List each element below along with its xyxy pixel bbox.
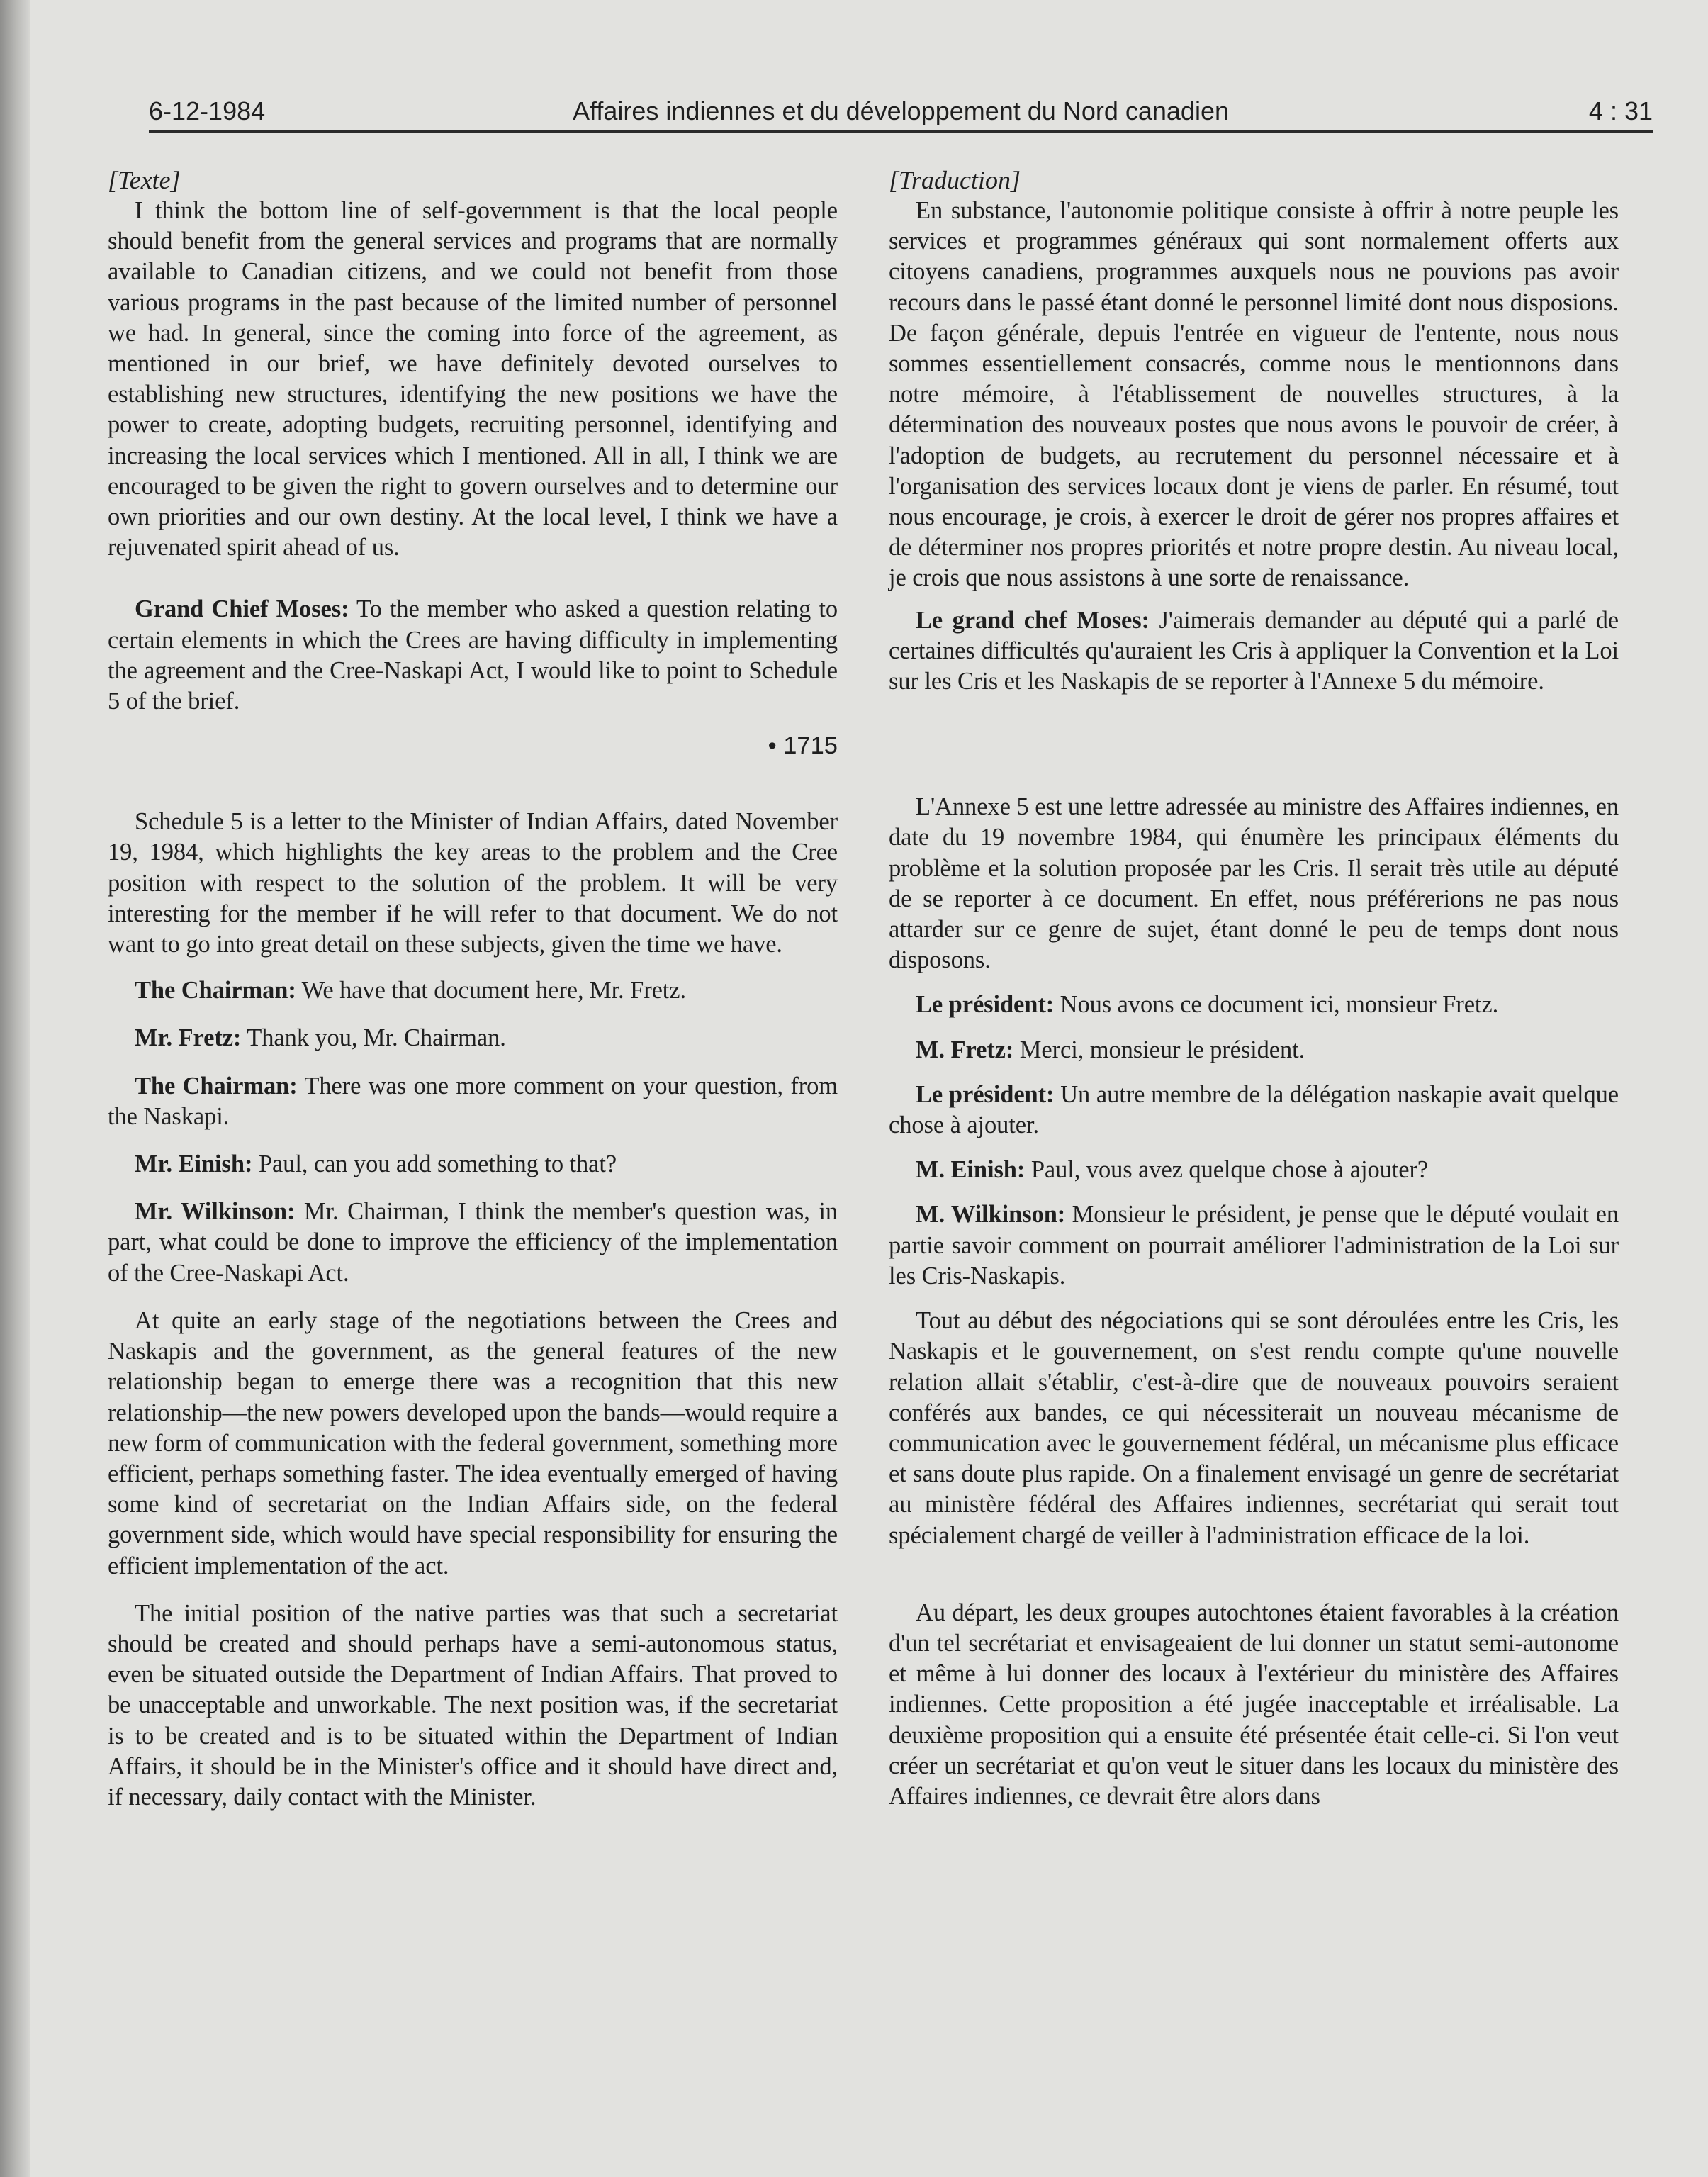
speech-president — [889, 990, 1619, 1020]
speaker-name: The Chairman: — [135, 1072, 298, 1099]
paragraph-au-depart: Au départ, les deux groupes autochtones étaient favorables à la création d'un tel secrétariat et envisageaient de lui donner un statut semi-autonome et même à lui donner des locaux à l'extérieur du ministère des Affaires indiennes. Cette proposition a été jugée inacceptable et irréalisable. La deuxième proposition qui a ensuite été présentée était celle-ci. Si l'on veut créer un secrétariat et qu'on veut le situer dans les locaux du ministère des Affaires indiennes, ce devrait être alors dans — [889, 1599, 1619, 1810]
speaker-name: Mr. Einish: — [135, 1151, 253, 1178]
speech-text: We have that document here, Mr. Fretz. — [296, 977, 687, 1004]
speaker-name: Le grand chef Moses: — [916, 606, 1150, 634]
speech-chairman — [108, 975, 838, 1006]
speech-text: Thank you, Mr. Chairman. — [241, 1024, 506, 1052]
speech-text: There was one more comment on your question, from the Naskapi. — [108, 1072, 838, 1130]
header-title: Affaires indiennes et du développement du Nord canadien — [573, 96, 1229, 125]
speaker-name: Mr. Wilkinson: — [135, 1198, 296, 1226]
speaker-name: The Chairman: — [135, 977, 296, 1004]
french-column — [889, 164, 1619, 1812]
section-label-texte: [Texte] — [108, 166, 181, 194]
speech-einish — [108, 1149, 838, 1180]
paragraph-autonomie: En substance, l'autonomie politique consiste à offrir à notre peuple les services et programmes généraux qui sont normalement offerts aux citoyens canadiens, programmes auxquels nous ne pouvions pas avoir recours dans le passé étant donné le personnel limité dont nous disposions. De façon générale, depuis l'entrée en vigueur de l'entente, nous nous sommes essentiellement consacrés, comme nous le mentionnons dans notre mémoire, à l'établissement de nouvelles structures, à la détermination des nouveaux postes que nous avons le pouvoir de créer, à l'adoption de budgets, au recrutement du personnel nécessaire et à l'organisation des services locaux dont je viens de parler. En résumé, tout nous encourage, je crois, à exercer le droit de gérer nos propres affaires et de déterminer nos propres priorités et notre propre destin. Au niveau local, je crois que nous assistons à une sorte de renaissance. — [889, 197, 1619, 592]
speech-fretz-fr — [889, 1035, 1619, 1065]
paragraph-initial-position: The initial position of the native parties was that such a secretariat should be created and should perhaps have a semi-autonomous status, even be situated outside the Department of Indian Affairs. That proved to be unacceptable and unworkable. The next position was, if the secretariat is to be created and is to be situated within the Department of Indian Affairs, it should be in the Minister's office and it should have direct and, if necessary, daily contact with the Minister. — [108, 1599, 838, 1811]
speaker-name: Le président: — [916, 1080, 1055, 1108]
speaker-name: M. Fretz: — [916, 1036, 1014, 1063]
speech-text: Un autre membre de la délégation naskapie avait quelque chose à ajouter. — [889, 1080, 1619, 1139]
speech-wilkinson-fr — [889, 1199, 1619, 1292]
speech-text: Merci, monsieur le président. — [1013, 1036, 1305, 1063]
english-column — [108, 164, 838, 1813]
speech-einish-fr — [889, 1155, 1619, 1185]
speech-text: J'aimerais demander au député qui a parlé de certaines difficultés qu'auraient les Cris à appliquer la Convention et la Loi sur les Cris et les Naskapis de se reporter à l'Annexe 5 du mémoire. — [889, 606, 1619, 695]
speech-fretz — [108, 1023, 838, 1053]
speaker-name: Grand Chief Moses: — [135, 595, 349, 623]
page-binding-shadow — [0, 0, 30, 2177]
paragraph-debut-negociations: Tout au début des négociations qui se sont déroulées entre les Cris, les Naskapis et le gouvernement, on s'est rendu compte qu'une nouvelle relation allait s'établir, c'est-à-dire que de nouveaux pouvoirs seraient conférés aux bandes, ce qui nécessiterait un nouveau mécanisme de communication avec le gouvernement fédéral, un mécanisme plus efficace et sans doute plus rapide. On a finalement envisagé un genre de secrétariat au ministère fédéral des Affaires indiennes, secrétariat qui serait tout spécialement chargé de veiller à l'administration efficace de la loi. — [889, 1307, 1619, 1549]
time-stamp: • 1715 — [768, 732, 838, 760]
speech-text: Paul, can you add something to that? — [252, 1151, 617, 1178]
speech-text: Monsieur le président, je pense que le député voulait en partie savoir comment on pourrait améliorer l'administration de la Loi sur les Cris-Naskapis. — [889, 1201, 1619, 1289]
speech-text: Nous avons ce document ici, monsieur Fretz. — [1054, 991, 1499, 1019]
header-date: 6-12-1984 — [149, 96, 266, 125]
running-header — [149, 91, 1653, 133]
speech-president-2 — [889, 1080, 1619, 1141]
paragraph-self-government: I think the bottom line of self-government is that the local people should benefit from the general services and programs that are normally available to Canadian citizens, and we could not benefit from those various programs in the past because of the limited number of personnel we had. In general, since the coming into force of the agreement, as mentioned in our brief, we have definitely devoted ourselves to establishing new structures, identifying the new positions we have the power to create, adopting budgets, recruiting personnel, identifying and increasing the local services which I mentioned. All in all, I think we are encouraged to be given the right to govern ourselves and to determine our own priorities and our own destiny. At the local level, I think we have a rejuvenated spirit ahead of us. — [108, 197, 838, 561]
paragraph-annexe-5: L'Annexe 5 est une lettre adressée au ministre des Affaires indiennes, en date du 19 novembre 1984, qui énumère les principaux éléments du problème et la solution proposée par les Cris. Il serait très utile au député de se reporter à ce document. En effet, nous préférerions ne pas nous attarder sur ce genre de sujet, étant donné le peu de temps dont nous disposons. — [889, 793, 1619, 974]
speech-text: Paul, vous avez quelque chose à ajouter? — [1025, 1156, 1429, 1184]
header-page-number: 4 : 31 — [1588, 96, 1653, 125]
speech-wilkinson — [108, 1197, 838, 1289]
speech-text: Mr. Chairman, I think the member's question was, in part, what could be done to improve the efficiency of the implementation of the Cree-Naskapi Act. — [108, 1198, 838, 1287]
speaker-name: Le président: — [916, 991, 1055, 1019]
speech-text: To the member who asked a question relating to certain elements in which the Crees are having difficulty in implementing the agreement and the Cree-Naskapi Act, I would like to point to Schedule 5 of the brief. — [108, 595, 838, 715]
paragraph-early-stage: At quite an early stage of the negotiations between the Crees and Naskapis and the government, as the general features of the new relationship began to emerge there was a recognition that this new relationship—the new powers developed upon the bands—would require a new form of communication with the federal government, something more efficient, perhaps something faster. The idea eventually emerged of having some kind of secretariat on the Indian Affairs side, on the federal government side, which would have special responsibility for ensuring the efficient implementation of the act. — [108, 1306, 838, 1579]
speaker-name: M. Wilkinson: — [916, 1201, 1066, 1229]
speech-chairman-2 — [108, 1071, 838, 1132]
section-label-traduction: [Traduction] — [889, 166, 1021, 194]
speech-grand-chief-moses — [108, 594, 838, 717]
speaker-name: Mr. Fretz: — [135, 1024, 242, 1052]
speaker-name: M. Einish: — [916, 1156, 1026, 1184]
paragraph-schedule-5: Schedule 5 is a letter to the Minister of Indian Affairs, dated November 19, 1984, which highlights the key areas to the problem and the Cree position with respect to the solution of the problem. It will be very interesting for the member if he will refer to that document. We do not want to go into great detail on these subjects, given the time we have. — [108, 808, 838, 958]
speech-grand-chef-moses — [889, 605, 1619, 698]
